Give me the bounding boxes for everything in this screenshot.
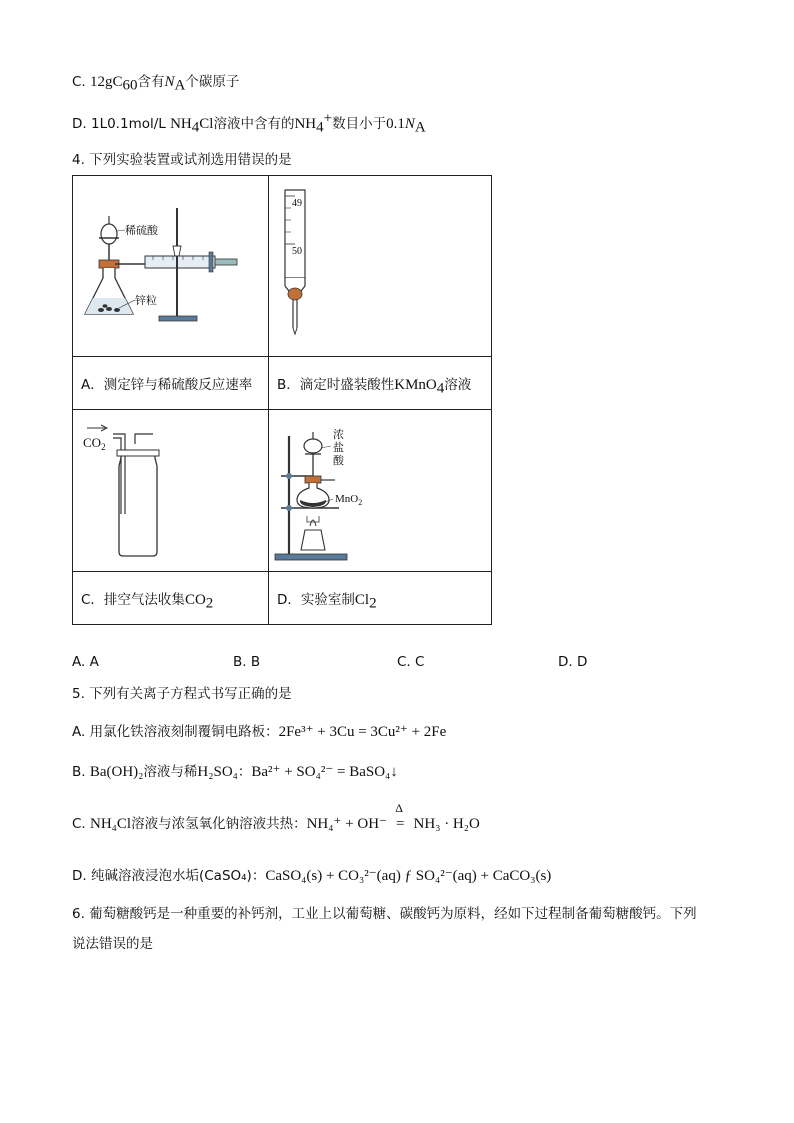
caption-c: C．排空气法收集$CO_2$: [73, 572, 269, 625]
fig-d-acid-label-1: 浓: [333, 428, 344, 441]
fig-b-tick-50: 50: [292, 246, 302, 257]
fig-d-mno2-label: MnO$_2$: [335, 493, 363, 507]
caption-b: B．滴定时盛装酸性KMnO$_4$溶液: [269, 357, 492, 410]
fig-d-acid-label-3: 酸: [333, 454, 344, 467]
fig-a-cell: [73, 176, 269, 357]
q4-stem: 4. 下列实验装置或试剂选用错误的是: [72, 152, 292, 168]
fig-d-cell: [269, 410, 492, 572]
fig-b-cell: [269, 176, 492, 357]
heating-equals-sign: Δ =: [395, 801, 405, 832]
caption-d: D．实验室制$Cl_2$: [269, 572, 492, 625]
fig-a-zinc-label: 锌粒: [135, 294, 157, 307]
fig-c-cell: [73, 410, 269, 572]
fig-b-burette: [269, 176, 491, 352]
fig-a-acid-label: 稀硫酸: [125, 224, 158, 237]
q6-stem-line-1: 6. 葡萄糖酸钙是一种重要的补钙剂，工业上以葡萄糖、碳酸钙为原料，经如下过程制备葡萄糖酸钙。下列: [72, 906, 697, 922]
caption-a: A．测定锌与稀硫酸反应速率: [73, 357, 269, 410]
fig-c-gas-collection-bottle: [73, 410, 268, 567]
fig-c-gas-label: $CO_2$: [83, 435, 106, 452]
q4-apparatus-table: [72, 175, 492, 625]
q3-option-d: D. 1L0.1mol/L $NH_4Cl$溶液中含有的$NH_4^+$数目小于$0.1N_A$: [72, 110, 426, 136]
fig-b-tick-49: 49: [292, 198, 302, 209]
q3-option-c: C. $12gC_{60}$含有$N_A$个碳原子: [72, 74, 240, 94]
fig-d-acid-label-2: 盐: [333, 441, 344, 454]
q4-option-d[interactable]: D. D: [558, 654, 588, 670]
q5-option-d: D. 纯碱溶液浸泡水垢(CaSO₄)：CaSO₄(s) + CO₃²⁻(aq) ƒ SO₄²⁻(aq) + CaCO₃(s): [72, 868, 552, 884]
fig-a-zinc-reaction-apparatus: [73, 176, 268, 352]
q5-option-b: B. Ba(OH)₂溶液与稀H₂SO₄：Ba²⁺ + SO₄²⁻ = BaSO₄↓: [72, 764, 398, 780]
q5-stem: 5. 下列有关离子方程式书写正确的是: [72, 686, 292, 702]
fig-d-chlorine-apparatus: [269, 410, 491, 567]
q4-option-c[interactable]: C. C: [397, 654, 425, 670]
q5-option-a: A. 用氯化铁溶液刻制覆铜电路板：2Fe³⁺ + 3Cu = 3Cu²⁺ + 2Fe: [72, 724, 447, 740]
q4-option-a[interactable]: A. A: [72, 654, 99, 670]
q4-option-b[interactable]: B. B: [233, 654, 261, 670]
q6-stem-line-2: 说法错误的是: [72, 936, 153, 952]
q5-option-c: C. NH₄Cl溶液与浓氢氧化钠溶液共热：NH₄⁺ + OH⁻ Δ = NH₃ · H₂O: [72, 801, 480, 832]
